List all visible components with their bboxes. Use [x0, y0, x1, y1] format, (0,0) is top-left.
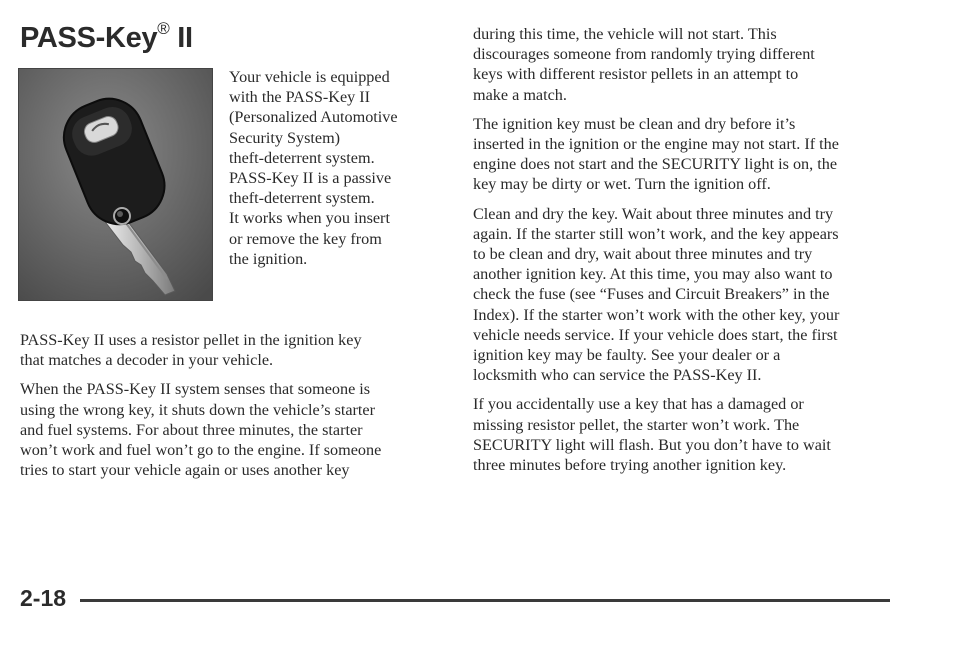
paragraph	[473, 204, 913, 386]
text-line: If you accidentally use a key that has a damaged or	[473, 395, 804, 414]
text-line: When the PASS-Key II system senses that someone is	[20, 380, 371, 399]
heading-text: PASS-Key	[20, 22, 158, 54]
text-line: again. If the starter still won’t work, and the key appears	[473, 224, 839, 243]
intro-line: with the PASS-Key II	[229, 88, 371, 107]
text-line: won’t work and fuel won’t go to the engine. If someone	[20, 441, 382, 460]
intro-line: It works when you insert	[229, 209, 390, 228]
footer-rule	[80, 599, 890, 602]
registered-mark: ®	[157, 19, 170, 38]
text-line: vehicle needs service. If your vehicle does start, the first	[473, 325, 838, 344]
text-line: The ignition key must be clean and dry before it’s	[473, 114, 796, 133]
text-line: key may be dirty or wet. Turn the ignition off.	[473, 175, 771, 194]
text-line: using the wrong key, it shuts down the vehicle’s starter	[20, 400, 376, 419]
text-line: three minutes before trying another ignition key.	[473, 456, 787, 475]
intro-line: the ignition.	[229, 249, 308, 268]
text-line: inserted in the ignition or the engine may not start. If the	[473, 135, 839, 154]
paragraph	[473, 24, 913, 105]
paragraph	[20, 379, 438, 480]
paragraph	[473, 394, 913, 475]
intro-line: PASS-Key II is a passive	[229, 169, 392, 188]
intro-line: or remove the key from	[229, 229, 382, 248]
paragraph	[473, 114, 913, 195]
heading-suffix: II	[177, 22, 193, 54]
text-line: locksmith who can service the PASS-Key II.	[473, 366, 762, 385]
page-heading	[20, 19, 193, 55]
text-line: that matches a decoder in your vehicle.	[20, 351, 274, 370]
text-line: missing resistor pellet, the starter won’t work. The	[473, 415, 800, 434]
left-column	[20, 330, 438, 489]
paragraph	[20, 330, 438, 370]
text-line: make a match.	[473, 85, 567, 104]
intro-line: Your vehicle is equipped	[229, 68, 390, 86]
text-line: to be clean and dry, wait about three minutes and try	[473, 245, 813, 264]
text-line: Clean and dry the key. Wait about three minutes and try	[473, 204, 834, 223]
text-line: and fuel systems. For about three minutes, the starter	[20, 420, 363, 439]
intro-line: (Personalized Automotive	[229, 108, 398, 127]
page-number: 2-18	[20, 585, 67, 611]
text-line: engine does not start and the SECURITY light is on, the	[473, 155, 838, 174]
text-line: tries to start your vehicle again or uses another key	[20, 461, 350, 480]
ignition-key-photo-icon	[19, 69, 213, 301]
text-line: another ignition key. At this time, you may also want to	[473, 265, 833, 284]
text-line: SECURITY light will flash. But you don’t have to wait	[473, 435, 831, 454]
text-line: PASS-Key II uses a resistor pellet in the ignition key	[20, 331, 362, 349]
intro-line: theft-deterrent system.	[229, 148, 375, 167]
key-photo	[18, 68, 213, 301]
text-line: check the fuse (see “Fuses and Circuit Breakers” in the	[473, 285, 830, 304]
intro-text	[229, 67, 434, 269]
text-line: keys with different resistor pellets in an attempt to	[473, 65, 799, 84]
text-line: ignition key may be faulty. See your dealer or a	[473, 346, 781, 365]
text-line: during this time, the vehicle will not start. This	[473, 25, 777, 43]
text-line: Index). If the starter won’t work with the other key, your	[473, 305, 840, 324]
text-line: discourages someone from randomly trying different	[473, 45, 815, 64]
right-column	[473, 24, 913, 484]
intro-line: Security System)	[229, 128, 341, 147]
intro-line: theft-deterrent system.	[229, 189, 375, 208]
